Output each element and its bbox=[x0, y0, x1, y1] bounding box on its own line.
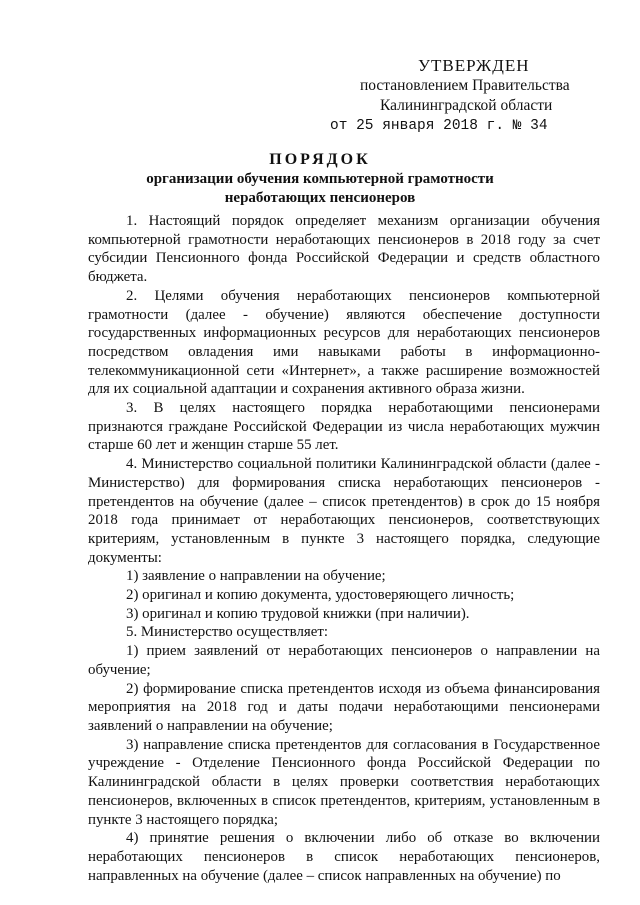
approval-line-2: Калининградской области bbox=[380, 97, 553, 114]
approval-title: УТВЕРЖДЕН bbox=[418, 56, 530, 75]
paragraph-5: 5. Министерство осуществляет: bbox=[126, 624, 329, 641]
paragraph-4: 4. Министерство социальной политики Калининградской области (далее - Министерство) для формирования списка неработающих пенсионеров - претендентов на обучение (далее – список претендентов) в срок до 15 ноября 2018 года принимает от неработающих пенсионеров, соответствующих критериям, установленным в пункте 3 настоящего порядка, следующие документы: bbox=[88, 456, 600, 566]
document-heading bbox=[0, 150, 640, 208]
list-item-4-3: 3) оригинал и копию трудовой книжки (при наличии). bbox=[126, 605, 470, 622]
approval-block bbox=[330, 56, 630, 136]
list-item-5-1: 1) прием заявлений от неработающих пенсионеров о направлении на обучение; bbox=[88, 643, 600, 678]
paragraph-3: 3. В целях настоящего порядка неработающими пенсионерами признаются граждане Российской Федерации из числа неработающих мужчин старше 60 лет и женщин старше 55 лет. bbox=[88, 400, 600, 454]
list-item-5-4: 4) принятие решения о включении либо об отказе во включении неработающих пенсионеров в список неработающих пенсионеров, направленных на обучение (далее – список направленных на обучение) по bbox=[88, 830, 600, 884]
approval-line-3: от 25 января 2018 г. № 34 bbox=[330, 118, 548, 134]
document-subtitle-1: организации обучения компьютерной грамотности bbox=[146, 171, 494, 187]
paragraph-2: 2. Целями обучения неработающих пенсионеров компьютерной грамотности (далее - обучение) являются обеспечение доступности государственных информационных ресурсов для неработающих пенсионеров посредством овладения ими навыками работы в информационно-телекоммуникационной сети «Интернет», а также расширение возможностей для их социальной адаптации и сохранения активного образа жизни. bbox=[88, 287, 600, 398]
document-subtitle-2: неработающих пенсионеров bbox=[224, 190, 416, 206]
list-item-5-3: 3) направление списка претендентов для согласования в Государственное учреждение - Отделение Пенсионного фонда Российской Федерации по Калининградской области в целях проверки соответствия неработающих пенсионеров, включенных в список претендентов, критериям, установленным в пункте 3 настоящего порядка; bbox=[88, 736, 600, 828]
document-body bbox=[88, 212, 600, 885]
approval-line-1: постановлением Правительства bbox=[360, 77, 570, 94]
list-item-4-1: 1) заявление о направлении на обучение; bbox=[126, 568, 386, 585]
list-item-5-2: 2) формирование списка претендентов исходя из объема финансирования мероприятия на 2018 год и даты подачи неработающими пенсионерами заявлений о направлении на обучение; bbox=[88, 680, 600, 734]
list-item-4-2: 2) оригинал и копию документа, удостоверяющего личность; bbox=[126, 587, 515, 604]
document-title: ПОРЯДОК bbox=[269, 151, 371, 168]
paragraph-1: 1. Настоящий порядок определяет механизм организации обучения компьютерной грамотности неработающих пенсионеров в 2018 году за счет субсидии Пенсионного фонда Российской Федерации и средств областного бюджета. bbox=[88, 213, 600, 286]
